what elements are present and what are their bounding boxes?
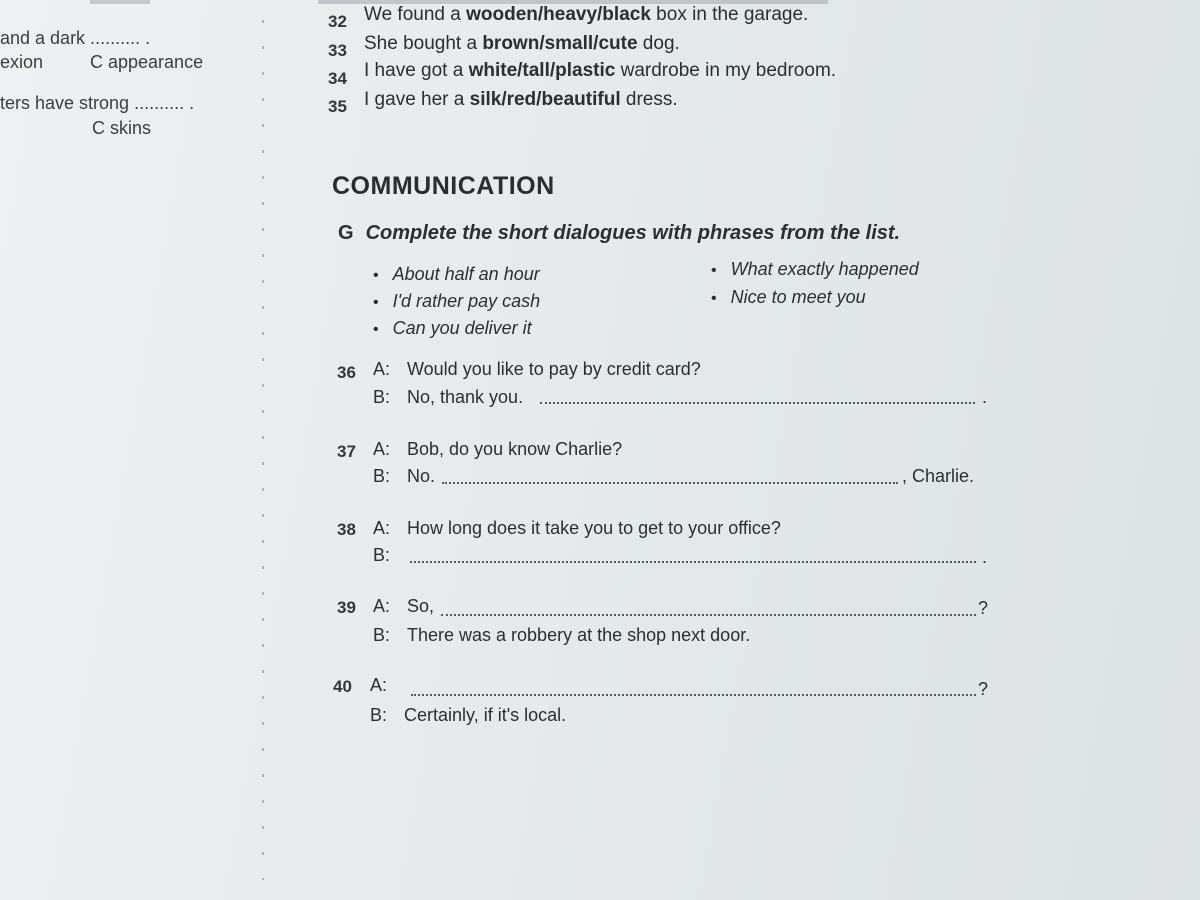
left-page-line-2a: exion: [0, 52, 44, 72]
left-page-line-2b: C appearance: [90, 52, 204, 72]
bullet-icon: •: [711, 262, 717, 279]
bullet-icon: •: [373, 267, 379, 284]
item-number: 37: [337, 442, 356, 461]
sentence-33: [364, 33, 680, 55]
dialogue-40-line-b: [370, 705, 566, 726]
phrase-item: [373, 318, 532, 339]
bullet-icon: •: [373, 294, 379, 311]
sentence-32: [364, 4, 808, 26]
answer-blank-40[interactable]: [411, 694, 976, 696]
dialogue-37-line-a: [373, 439, 622, 460]
sentence-text: dog.: [637, 33, 680, 54]
dialogue-text: So,: [407, 596, 435, 616]
dialogue-text: How long does it take you to get to your office?: [407, 518, 781, 538]
answer-blank-39[interactable]: [441, 614, 976, 616]
dialogue-text: No, thank you.: [407, 387, 524, 407]
dialogue-39-line-a: [373, 596, 434, 617]
speaker-label: B:: [373, 545, 391, 565]
phrase-text: Nice to meet you: [730, 287, 866, 307]
dialogue-38-line-b: [373, 545, 407, 566]
dialogue-text: There was a robbery at the shop next door.: [407, 625, 751, 645]
item-number: 32: [328, 12, 347, 31]
dialogue-text: No.: [407, 466, 436, 486]
adjective-options: white/tall/plastic: [468, 60, 616, 81]
line-ending: .: [982, 387, 988, 407]
sentence-text: dress.: [620, 89, 678, 110]
dialogue-37-line-b: [373, 466, 435, 487]
adjective-options: silk/red/beautiful: [469, 89, 621, 110]
bullet-icon: •: [711, 290, 717, 307]
answer-blank-37[interactable]: [442, 482, 898, 484]
item-number: 35: [328, 97, 347, 116]
phrase-item: [711, 259, 919, 280]
line-ending: .: [982, 547, 988, 567]
speaker-label: B:: [373, 466, 391, 486]
page-fold-perforation: [262, 20, 264, 880]
speaker-label: A:: [373, 518, 391, 538]
speaker-label: A:: [370, 675, 388, 695]
item-number: 38: [337, 520, 356, 539]
speaker-label: B:: [370, 705, 388, 725]
line-ending: ?: [978, 679, 989, 699]
cut-off-text-top-left: [90, 0, 150, 4]
phrase-text: About half an hour: [392, 264, 540, 284]
sentence-34: [364, 60, 836, 82]
left-page-line-1: and a dark .......... .: [0, 28, 151, 48]
line-ending: , Charlie.: [902, 466, 975, 486]
speaker-label: B:: [373, 625, 391, 645]
item-number: 36: [337, 363, 356, 382]
left-page-line-4: C skins: [92, 118, 152, 138]
item-number: 34: [328, 69, 347, 88]
adjective-options: brown/small/cute: [482, 33, 638, 54]
left-page-line-3: ters have strong .......... .: [0, 93, 195, 113]
dialogue-40-line-a: [370, 675, 404, 696]
sentence-35: [364, 89, 678, 111]
dialogue-36-line-a: [373, 359, 701, 380]
speaker-label: B:: [373, 387, 391, 407]
section-heading: COMMUNICATION: [332, 172, 555, 200]
phrase-item: [373, 291, 540, 312]
phrase-text: I'd rather pay cash: [392, 291, 541, 311]
dialogue-text: Certainly, if it's local.: [404, 705, 567, 725]
answer-blank-36[interactable]: [540, 402, 975, 404]
sentence-text: I have got a: [364, 60, 469, 81]
speaker-label: A:: [373, 439, 391, 459]
speaker-label: A:: [373, 596, 391, 616]
dialogue-text: Bob, do you know Charlie?: [407, 439, 623, 459]
exercise-letter: G: [338, 222, 354, 244]
item-number: 33: [328, 41, 347, 60]
line-ending: ?: [978, 598, 989, 618]
dialogue-36-line-b: [373, 387, 523, 408]
dialogue-38-line-a: [373, 518, 781, 539]
dialogue-text: Would you like to pay by credit card?: [407, 359, 701, 379]
answer-blank-38[interactable]: [410, 561, 976, 563]
dialogue-39-line-b: [373, 625, 750, 646]
sentence-text: box in the garage.: [650, 4, 809, 25]
phrase-item: [373, 264, 540, 285]
item-number: 39: [337, 598, 356, 617]
adjective-options: wooden/heavy/black: [466, 4, 651, 25]
item-number: 40: [333, 677, 352, 696]
sentence-text: I gave her a: [364, 89, 470, 110]
exercise-instruction: [338, 222, 900, 245]
phrase-item: [711, 287, 866, 308]
instruction-text: Complete the short dialogues with phrases from the list.: [365, 222, 901, 244]
speaker-label: A:: [373, 359, 391, 379]
bullet-icon: •: [373, 321, 379, 338]
phrase-text: Can you deliver it: [392, 318, 532, 338]
sentence-text: wardrobe in my bedroom.: [615, 60, 837, 81]
sentence-text: She bought a: [364, 33, 483, 54]
phrase-text: What exactly happened: [730, 259, 919, 279]
sentence-text: We found a: [364, 4, 467, 25]
